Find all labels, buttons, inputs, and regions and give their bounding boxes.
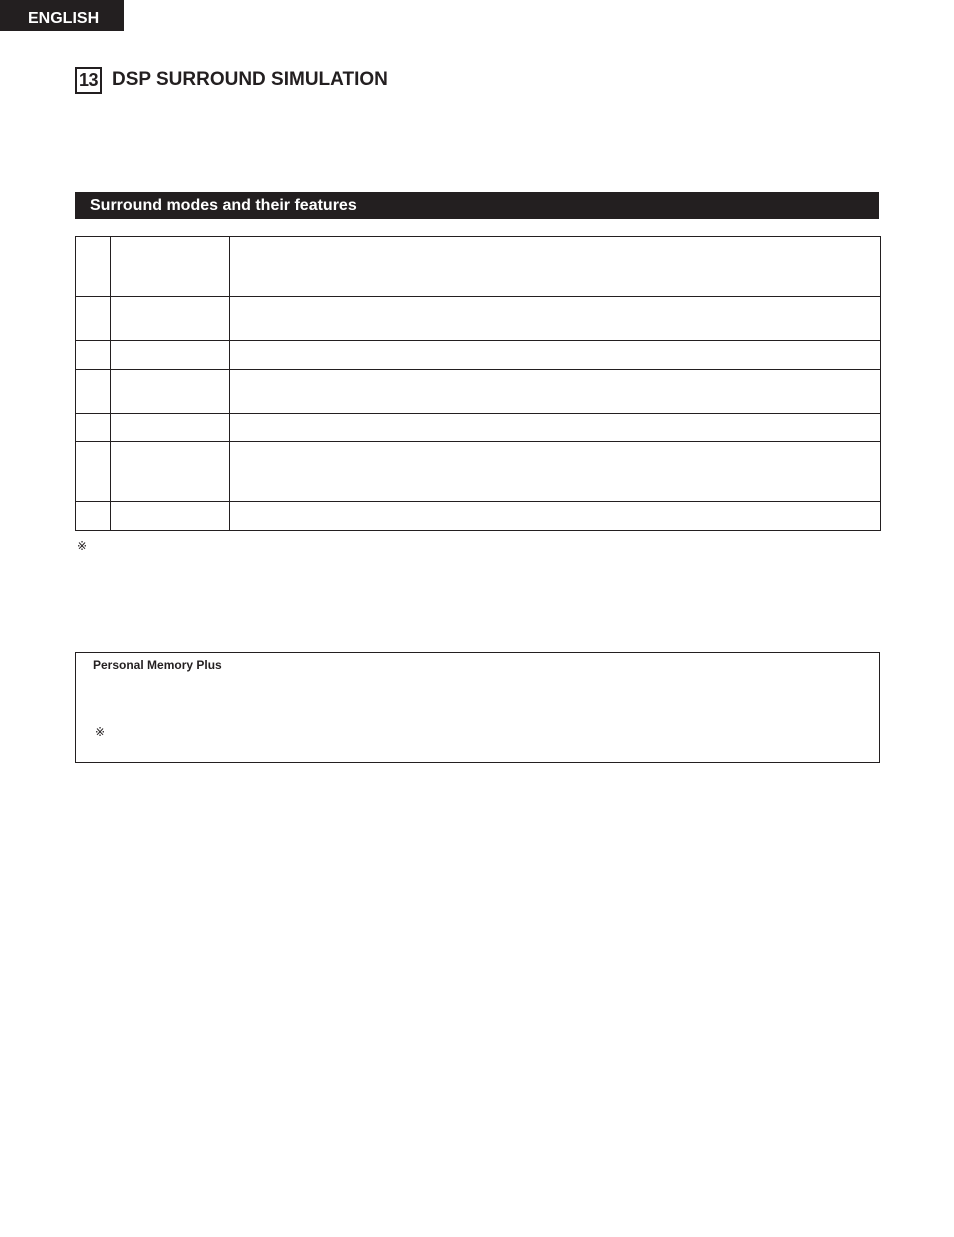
table-row <box>76 370 881 414</box>
table-row <box>76 297 881 341</box>
table-cell-feature <box>230 237 881 297</box>
table-cell-number <box>76 414 111 442</box>
table-cell-number <box>76 297 111 341</box>
table-cell-mode <box>111 237 230 297</box>
table-cell-number <box>76 370 111 414</box>
table-row <box>76 341 881 370</box>
table-cell-mode <box>111 442 230 502</box>
surround-modes-banner <box>75 192 879 219</box>
table-row <box>76 502 881 531</box>
personal-memory-title: Personal Memory Plus <box>93 658 222 672</box>
table-cell-number <box>76 341 111 370</box>
table-row <box>76 414 881 442</box>
table-row <box>76 442 881 502</box>
table-cell-mode <box>111 370 230 414</box>
table-cell-feature <box>230 414 881 442</box>
section-heading <box>75 66 388 94</box>
language-tab-label: ENGLISH <box>28 10 100 27</box>
table-row <box>76 237 881 297</box>
table-cell-mode <box>111 297 230 341</box>
table-cell-mode <box>111 502 230 531</box>
table-cell-feature <box>230 502 881 531</box>
table-cell-mode <box>111 414 230 442</box>
surround-modes-table <box>75 236 881 531</box>
personal-memory-box <box>75 652 880 763</box>
table-cell-number <box>76 237 111 297</box>
personal-memory-note-mark: ※ <box>95 725 106 739</box>
section-number-badge: 13 <box>75 67 102 94</box>
table-cell-feature <box>230 370 881 414</box>
table-cell-feature <box>230 297 881 341</box>
table-note-mark: ※ <box>77 539 88 553</box>
table-cell-mode <box>111 341 230 370</box>
section-title: DSP SURROUND SIMULATION <box>112 69 388 90</box>
table-cell-feature <box>230 442 881 502</box>
surround-modes-banner-label: Surround modes and their features <box>90 196 357 214</box>
table-cell-number <box>76 442 111 502</box>
table-cell-number <box>76 502 111 531</box>
table-cell-feature <box>230 341 881 370</box>
language-tab <box>0 0 124 31</box>
